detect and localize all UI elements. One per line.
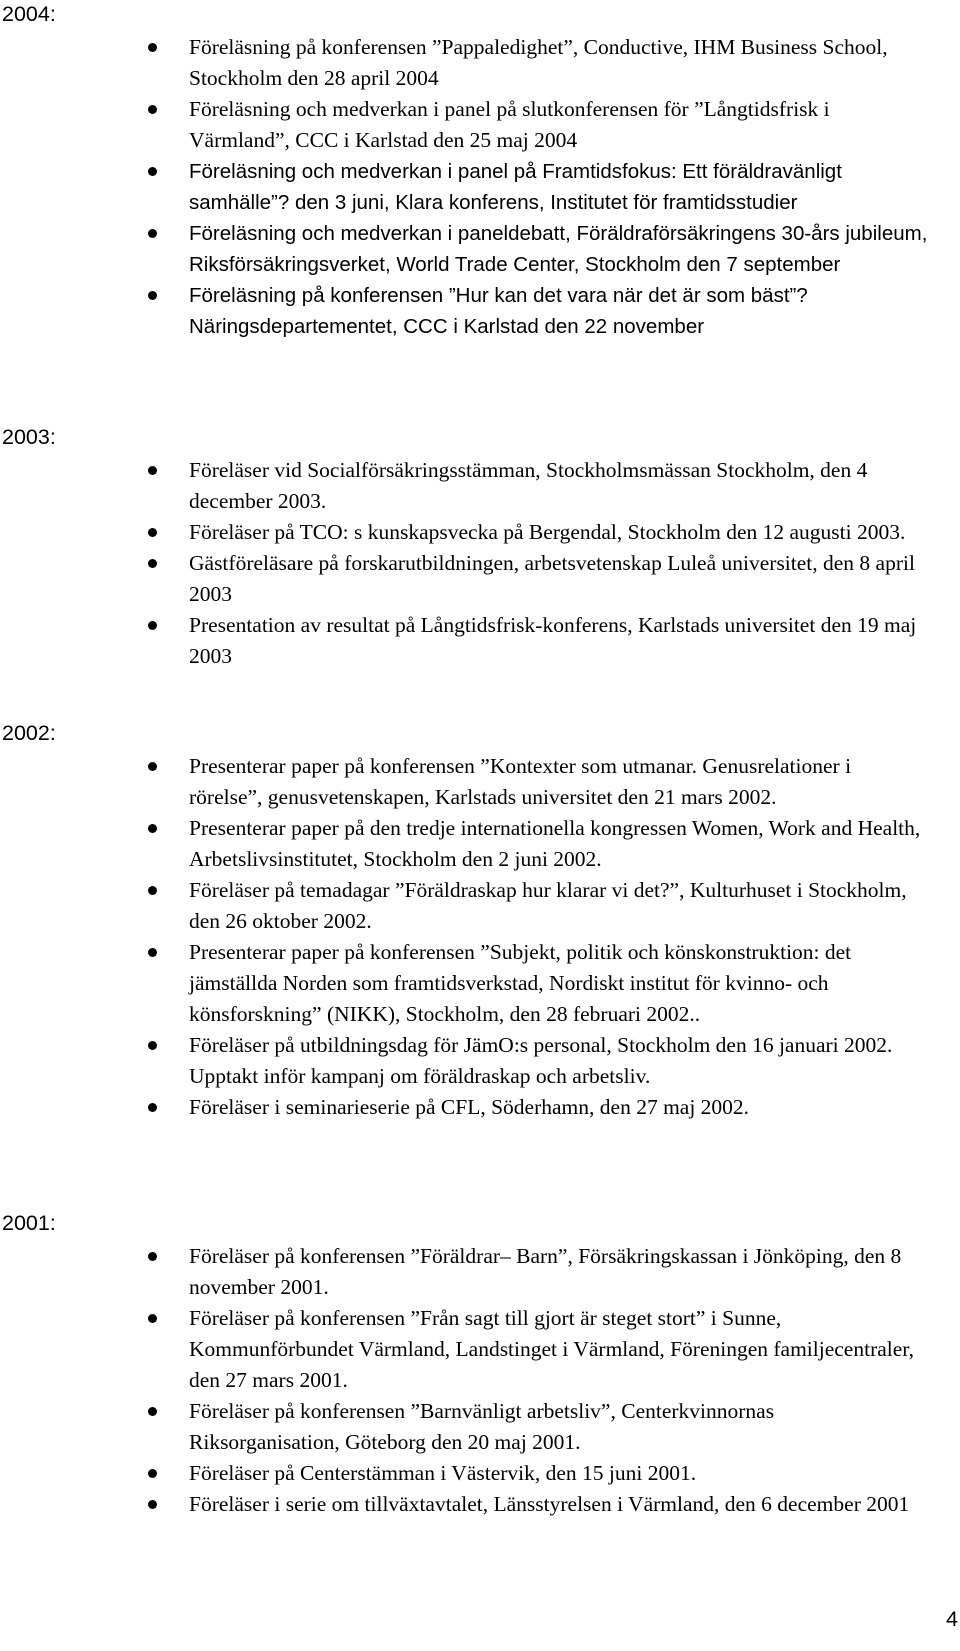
list-item: Föreläser på Centerstämman i Västervik, den 15 juni 2001. xyxy=(0,1458,929,1489)
list-item: Föreläsning och medverkan i panel på Framtidsfokus: Ett föräldravänligt samhälle”? den 3 juni, Klara konferens, Institutet för framtidsstudier xyxy=(0,156,929,218)
year-heading-2003: 2003: xyxy=(2,425,56,449)
year-heading-2002: 2002: xyxy=(2,721,56,745)
list-item: Föreläsning och medverkan i paneldebatt, Föräldraförsäkringens 30-års jubileum, Riksförsäkringsverket, World Trade Center, Stockholm den 7 september xyxy=(0,218,929,280)
event-list-2003 xyxy=(0,455,960,672)
list-item: Föreläser på konferensen ”Från sagt till gjort är steget stort” i Sunne, Kommunförbundet Värmland, Landstinget i Värmland, Föreningen familjecentraler, den 27 mars 2001. xyxy=(0,1303,929,1396)
list-item: Föreläser på TCO: s kunskapsvecka på Bergendal, Stockholm den 12 augusti 2003. xyxy=(0,517,929,548)
event-list-2002 xyxy=(0,751,960,1123)
list-item: Föreläsning på konferensen ”Pappaledighet”, Conductive, IHM Business School, Stockholm den 28 april 2004 xyxy=(0,32,929,94)
list-item: Föreläsning och medverkan i panel på slutkonferensen för ”Långtidsfrisk i Värmland”, CCC i Karlstad den 25 maj 2004 xyxy=(0,94,929,156)
list-item: Föreläser på konferensen ”Föräldrar– Barn”, Försäkringskassan i Jönköping, den 8 november 2001. xyxy=(0,1241,929,1303)
list-item: Föreläser på konferensen ”Barnvänligt arbetsliv”, Centerkvinnornas Riksorganisation, Göteborg den 20 maj 2001. xyxy=(0,1396,929,1458)
list-item: Föreläser i serie om tillväxtavtalet, Länsstyrelsen i Värmland, den 6 december 2001 xyxy=(0,1489,929,1520)
page-number: 4 xyxy=(946,1607,958,1631)
event-list-2004 xyxy=(0,32,960,342)
list-item: Presenterar paper på den tredje internationella kongressen Women, Work and Health, Arbetslivsinstitutet, Stockholm den 2 juni 2002. xyxy=(0,813,929,875)
list-item: Presenterar paper på konferensen ”Subjekt, politik och könskonstruktion: det jämställda Norden som framtidsverkstad, Nordiskt institut för kvinno- och könsforskning” (NIKK), Stockholm, den 28 februari 2002.. xyxy=(0,937,929,1030)
list-item: Gästföreläsare på forskarutbildningen, arbetsvetenskap Luleå universitet, den 8 april 2003 xyxy=(0,548,929,610)
list-item: Presentation av resultat på Långtidsfrisk-konferens, Karlstads universitet den 19 maj 2003 xyxy=(0,610,929,672)
event-list-2001 xyxy=(0,1241,960,1520)
list-item: Föreläser vid Socialförsäkringsstämman, Stockholmsmässan Stockholm, den 4 december 2003. xyxy=(0,455,929,517)
list-item: Föreläsning på konferensen ”Hur kan det vara när det är som bäst”? Näringsdepartementet, CCC i Karlstad den 22 november xyxy=(0,280,929,342)
list-item: Föreläser på utbildningsdag för JämO:s personal, Stockholm den 16 januari 2002. Upptakt inför kampanj om föräldraskap och arbetsliv. xyxy=(0,1030,929,1092)
list-item: Föreläser på temadagar ”Föräldraskap hur klarar vi det?”, Kulturhuset i Stockholm, den 26 oktober 2002. xyxy=(0,875,929,937)
year-heading-2004: 2004: xyxy=(2,2,56,26)
year-heading-2001: 2001: xyxy=(2,1211,56,1235)
list-item: Presenterar paper på konferensen ”Kontexter som utmanar. Genusrelationer i rörelse”, genusvetenskapen, Karlstads universitet den 21 mars 2002. xyxy=(0,751,929,813)
list-item: Föreläser i seminarieserie på CFL, Söderhamn, den 27 maj 2002. xyxy=(0,1092,929,1123)
